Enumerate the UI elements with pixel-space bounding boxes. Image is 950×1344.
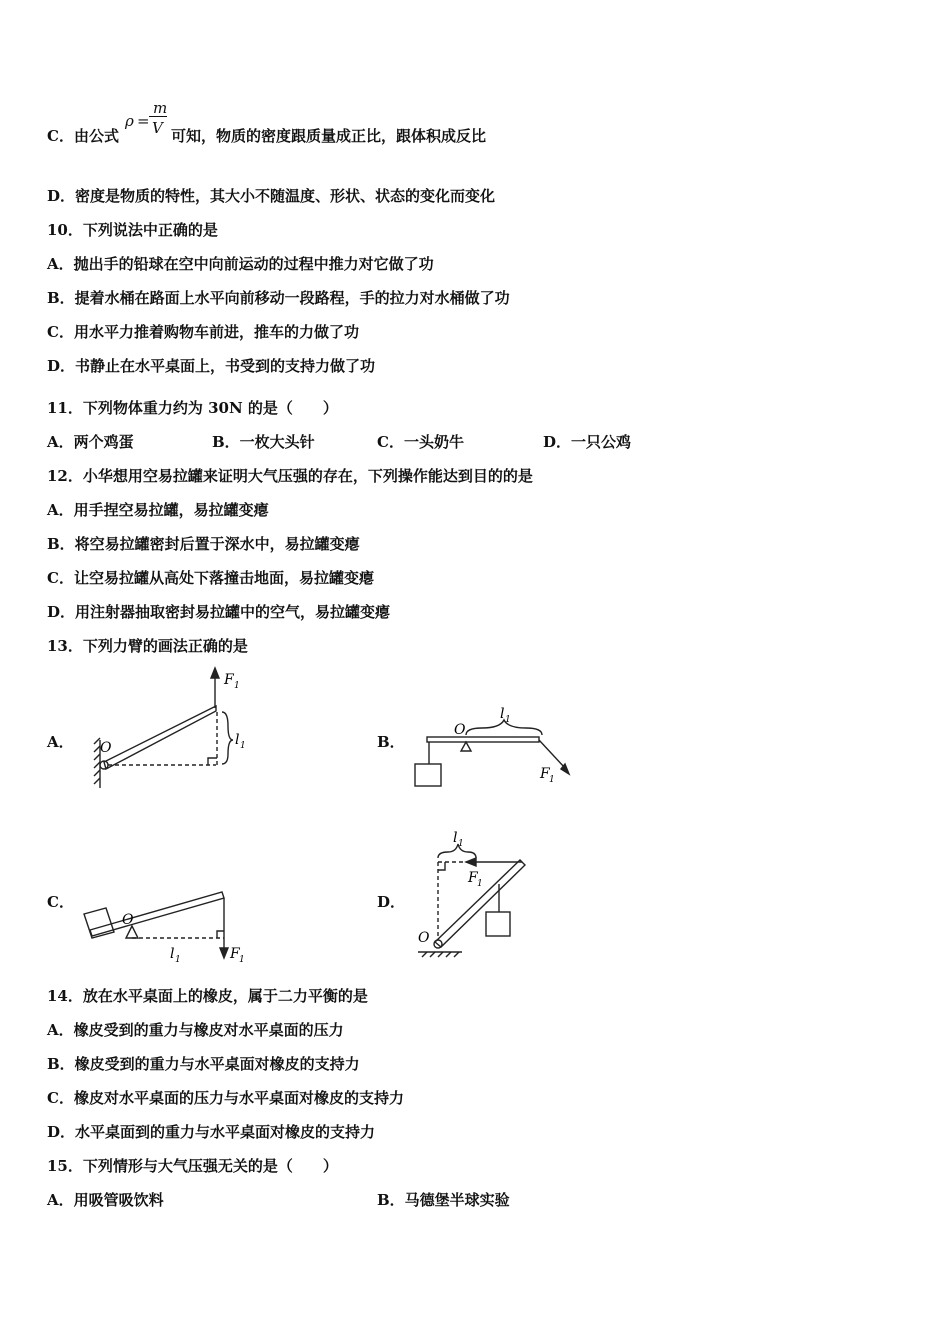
diagram-d-label-f: F bbox=[468, 870, 478, 886]
q9-option-c-suffix: 可知，物质的密度跟质量成正比，跟体积成反比 bbox=[170, 127, 486, 145]
diagram-c-label-o: O bbox=[122, 912, 134, 928]
q13-option-b-label: B． bbox=[377, 733, 405, 751]
diagram-b-block bbox=[415, 764, 441, 786]
q11-option-b: B．一枚大头针 bbox=[212, 433, 315, 451]
q14-option-d: D．水平桌面到的重力与水平桌面对橡皮的支持力 bbox=[47, 1123, 376, 1141]
diagram-a-label-f-sub: 1 bbox=[234, 681, 240, 691]
diagram-d-label-o: O bbox=[418, 930, 430, 946]
diagram-b-arm-brace bbox=[466, 720, 542, 735]
q12-option-c: C．让空易拉罐从高处下落撞击地面，易拉罐变瘪 bbox=[47, 569, 374, 587]
lever-diagram-a bbox=[90, 668, 260, 798]
q15-option-a: A．用吸管吸饮料 bbox=[47, 1191, 164, 1209]
q9-option-c bbox=[47, 99, 486, 146]
diagram-d-arm-brace bbox=[438, 844, 476, 858]
diagram-c-label-l-sub: 1 bbox=[175, 955, 181, 965]
diagram-d-label-l: l bbox=[453, 830, 458, 846]
q15-stem: 15．下列情形与大气压强无关的是（ ） bbox=[47, 1157, 338, 1175]
q14-option-b: B．橡皮受到的重力与水平桌面对橡皮的支持力 bbox=[47, 1055, 360, 1073]
q10-option-b: B．提着水桶在路面上水平向前移动一段路程，手的拉力对水桶做了功 bbox=[47, 289, 510, 307]
density-formula bbox=[119, 99, 171, 146]
q15-option-b: B．马德堡半球实验 bbox=[377, 1191, 510, 1209]
diagram-b-label-l: l bbox=[500, 706, 505, 722]
q13-stem: 13．下列力臂的画法正确的是 bbox=[47, 637, 248, 655]
formula-numerator: m bbox=[152, 99, 168, 117]
q13-option-c-label: C． bbox=[47, 893, 74, 911]
q12-option-d: D．用注射器抽取密封易拉罐中的空气，易拉罐变瘪 bbox=[47, 603, 391, 621]
diagram-d-label-f-sub: 1 bbox=[477, 879, 483, 889]
diagram-b-force-arrow bbox=[539, 740, 565, 768]
diagram-a-label-o: O bbox=[100, 740, 112, 756]
q10-option-c: C．用水平力推着购物车前进，推车的力做了功 bbox=[47, 323, 359, 341]
q10-stem: 10．下列说法中正确的是 bbox=[47, 221, 218, 239]
q14-option-a: A．橡皮受到的重力与橡皮对水平桌面的压力 bbox=[47, 1021, 344, 1039]
q11-stem: 11．下列物体重力约为 30N 的是（ ） bbox=[47, 399, 338, 417]
q14-option-c: C．橡皮对水平桌面的压力与水平桌面对橡皮的支持力 bbox=[47, 1089, 404, 1107]
lever-diagram-c bbox=[80, 880, 260, 970]
diagram-b-label-l-sub: 1 bbox=[505, 715, 511, 725]
q12-option-a: A．用手捏空易拉罐，易拉罐变瘪 bbox=[47, 501, 269, 519]
q9-option-d: D．密度是物质的特性，其大小不随温度、形状、状态的变化而变化 bbox=[47, 187, 496, 205]
diagram-d-block bbox=[486, 912, 510, 936]
diagram-a-arm-brace bbox=[222, 712, 233, 764]
q13-option-a-label: A． bbox=[47, 733, 74, 751]
lever-diagram-b bbox=[410, 702, 580, 797]
q11-option-c: C．一头奶牛 bbox=[377, 433, 464, 451]
diagram-b-label-o: O bbox=[454, 722, 466, 738]
q12-option-b: B．将空易拉罐密封后置于深水中，易拉罐变瘪 bbox=[47, 535, 360, 553]
lever-diagram-d bbox=[410, 830, 550, 965]
diagram-c-lever bbox=[90, 892, 224, 936]
q12-stem: 12．小华想用空易拉罐来证明大气压强的存在，下列操作能达到目的的是 bbox=[47, 467, 533, 485]
q9-option-c-prefix: C．由公式 bbox=[47, 127, 119, 145]
q14-stem: 14．放在水平桌面上的橡皮，属于二力平衡的是 bbox=[47, 987, 368, 1005]
formula-rho: ρ bbox=[124, 112, 134, 130]
diagram-c-label-f: F bbox=[230, 946, 240, 962]
diagram-b-label-f-sub: 1 bbox=[549, 775, 555, 785]
diagram-c-label-f-sub: 1 bbox=[239, 955, 245, 965]
diagram-b-label-f: F bbox=[540, 766, 550, 782]
q13-option-d-label: D． bbox=[377, 893, 406, 911]
q10-option-a: A．抛出手的铅球在空中向前运动的过程中推力对它做了功 bbox=[47, 255, 434, 273]
formula-equals: = bbox=[136, 112, 150, 130]
q10-option-d: D．书静止在水平桌面上，书受到的支持力做了功 bbox=[47, 357, 376, 375]
diagram-c-label-l: l bbox=[170, 946, 175, 962]
diagram-a-label-l-sub: 1 bbox=[240, 741, 246, 751]
diagram-d-lever bbox=[435, 860, 525, 947]
q11-option-d: D．一只公鸡 bbox=[543, 433, 632, 451]
formula-fraction-bar bbox=[149, 116, 167, 117]
diagram-a-label-l: l bbox=[235, 732, 240, 748]
diagram-b-lever bbox=[427, 737, 539, 742]
diagram-d-label-l-sub: 1 bbox=[458, 839, 464, 849]
diagram-a-lever bbox=[104, 706, 216, 769]
formula-denominator: V bbox=[151, 119, 163, 137]
q11-option-a: A．两个鸡蛋 bbox=[47, 433, 134, 451]
diagram-b-fulcrum bbox=[461, 742, 471, 751]
diagram-a-label-f: F bbox=[224, 672, 234, 688]
